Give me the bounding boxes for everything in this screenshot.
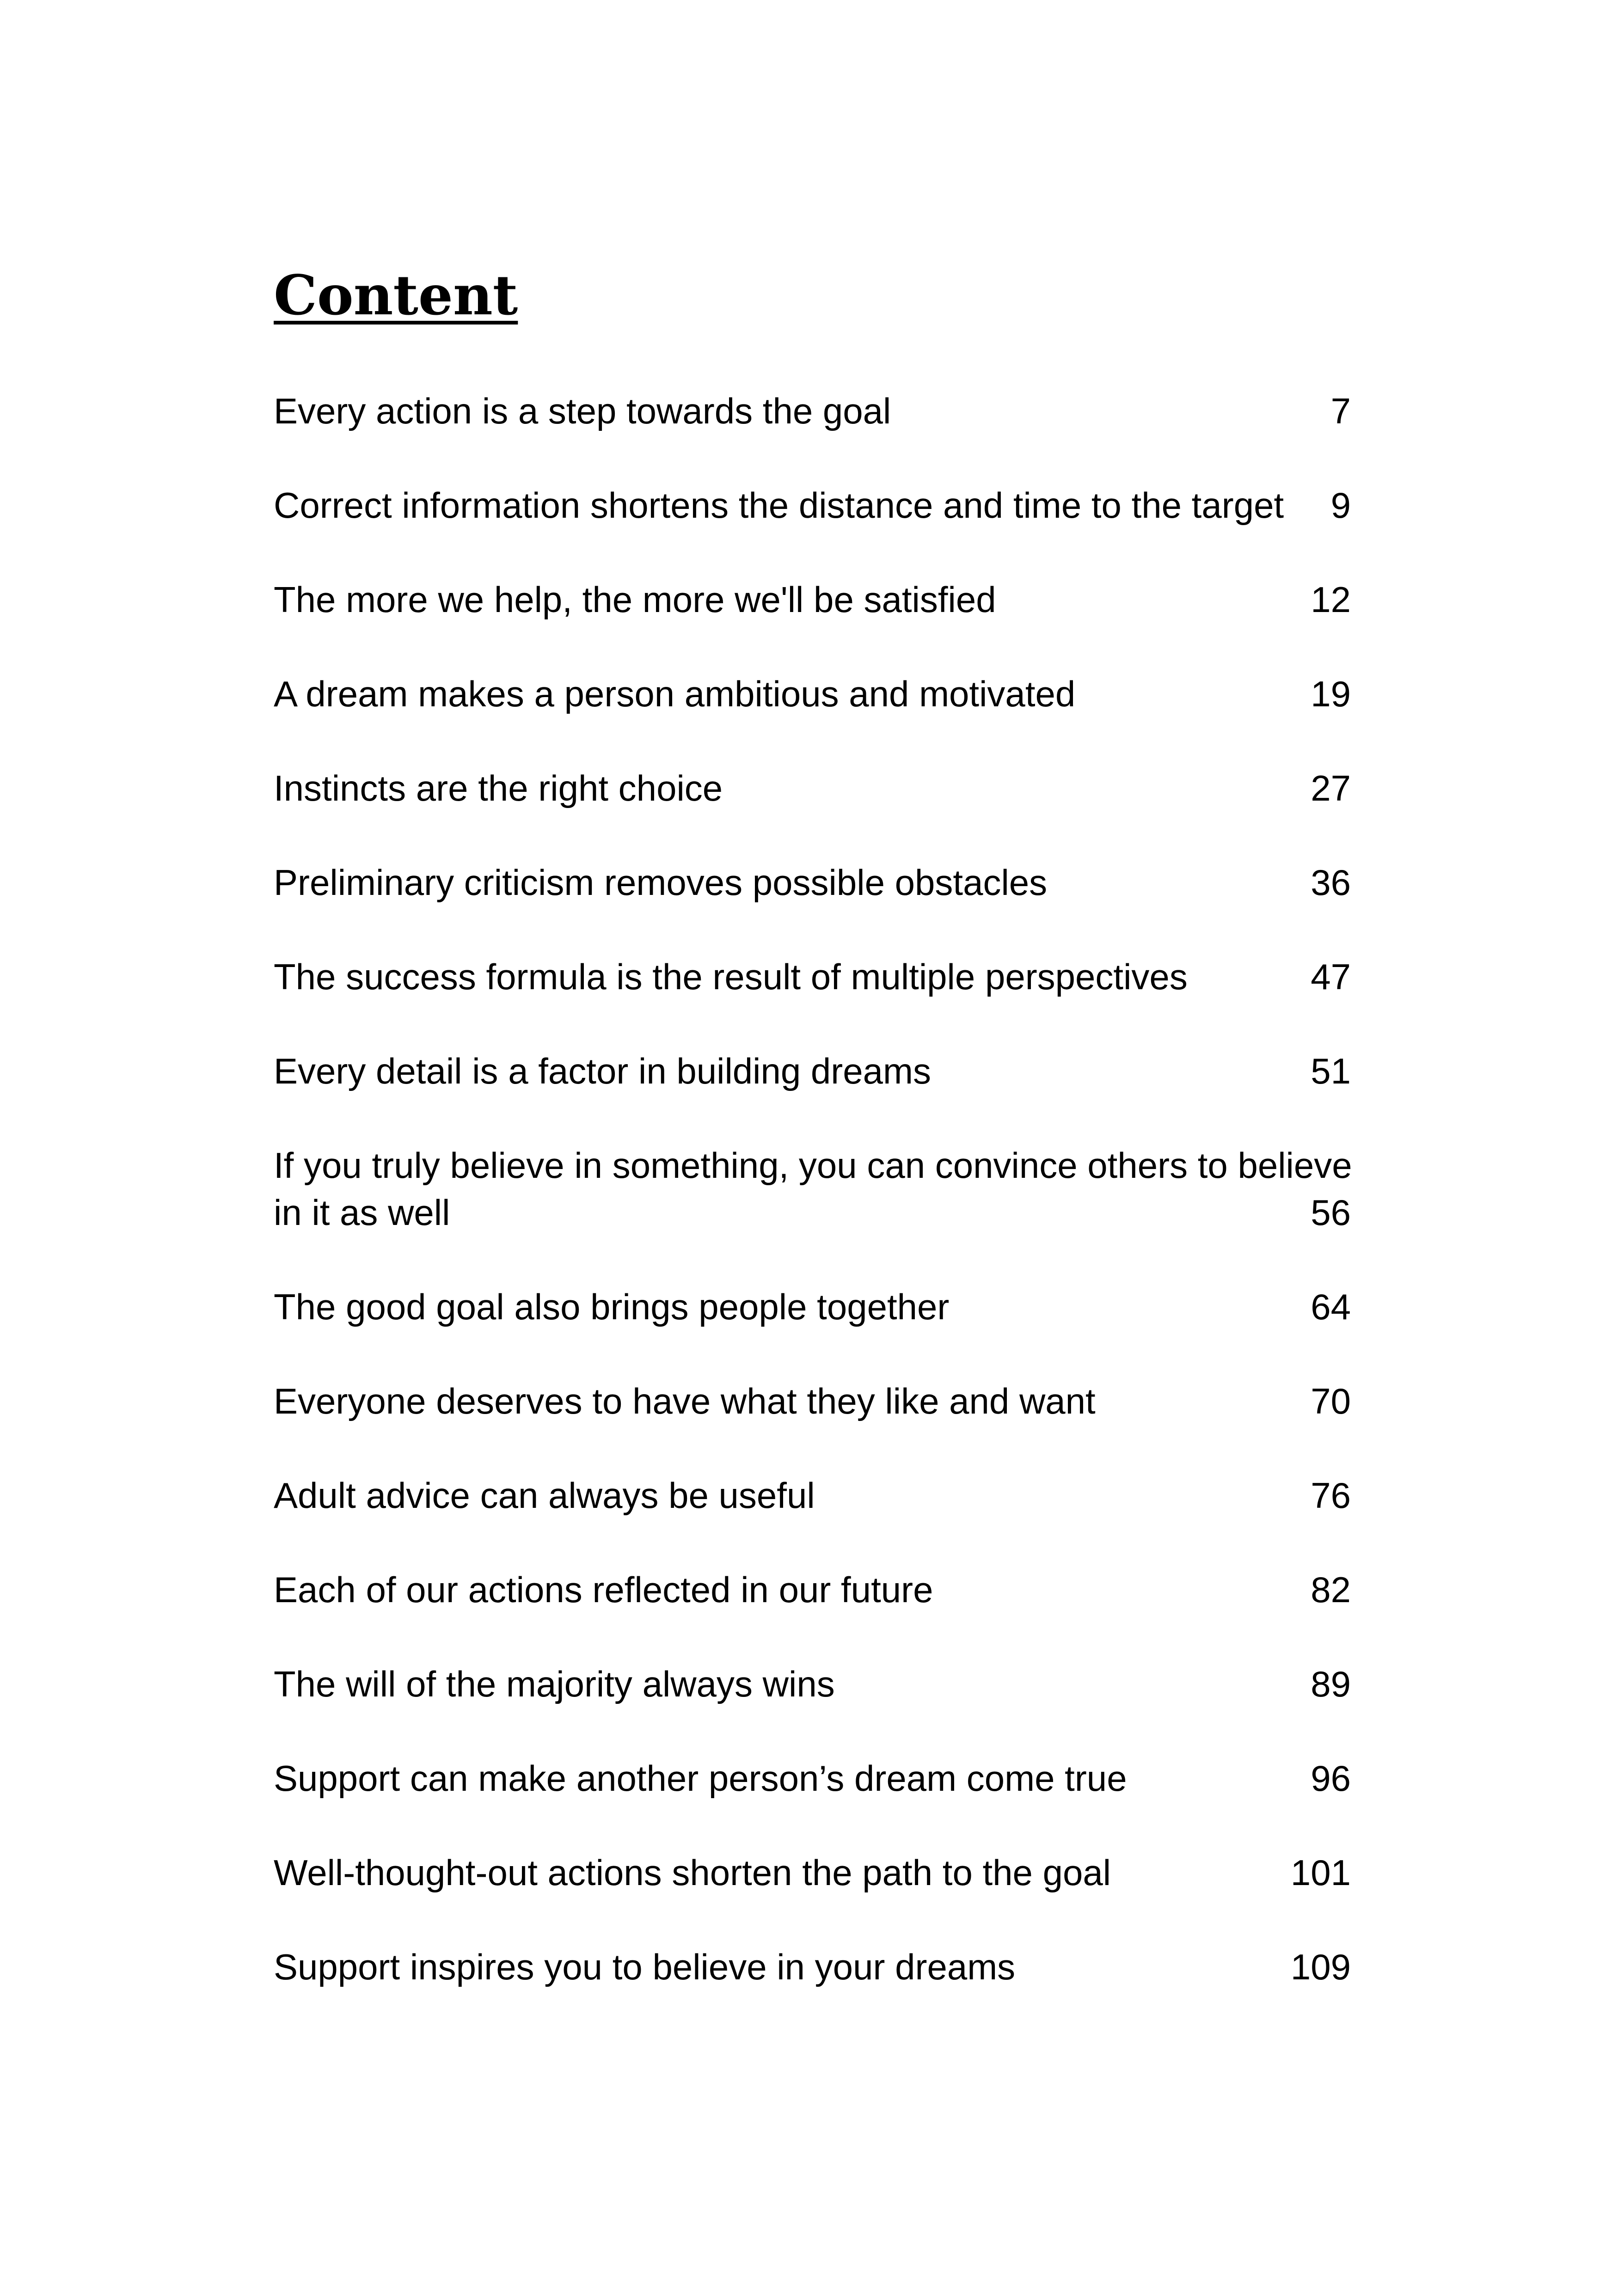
toc-entry-title: The good goal also brings people together bbox=[274, 1286, 950, 1327]
toc-entry bbox=[274, 482, 1351, 576]
toc-entry-title: A dream makes a person ambitious and motivated bbox=[274, 673, 1076, 714]
toc-entry-page-number: 47 bbox=[1311, 956, 1351, 997]
toc-entry-page-number: 89 bbox=[1311, 1664, 1351, 1704]
toc-entry-title: Correct information shortens the distance and time to the target bbox=[274, 485, 1284, 526]
toc-entry-page-number: 19 bbox=[1311, 673, 1351, 714]
toc-entry-title: If you truly believe in something, you can convince others to believe in it as well bbox=[274, 1145, 1352, 1233]
toc-entry bbox=[274, 1943, 1351, 2038]
toc-entry-page-number: 82 bbox=[1311, 1569, 1351, 1610]
toc-entry-title: The more we help, the more we'll be satisfied bbox=[274, 579, 996, 620]
toc-entry bbox=[274, 1047, 1351, 1142]
toc-entry-title: Instincts are the right choice bbox=[274, 768, 723, 808]
toc-list bbox=[274, 387, 1351, 2038]
toc-entry-page-number: 12 bbox=[1311, 579, 1351, 620]
toc-entry-title: Each of our actions reflected in our future bbox=[274, 1569, 933, 1610]
toc-entry bbox=[274, 765, 1351, 859]
toc-entry bbox=[274, 953, 1351, 1047]
toc-entry-page-number: 109 bbox=[1290, 1947, 1351, 1987]
toc-entry-title: Support can make another person’s dream come true bbox=[274, 1758, 1127, 1799]
toc-entry bbox=[274, 387, 1351, 482]
toc-entry-page-number: 9 bbox=[1330, 485, 1351, 526]
toc-entry-page-number: 51 bbox=[1311, 1051, 1351, 1091]
toc-entry bbox=[274, 1142, 1351, 1283]
toc-entry-title: Support inspires you to believe in your dreams bbox=[274, 1947, 1016, 1987]
toc-entry bbox=[274, 1849, 1351, 1943]
toc-entry-title: Everyone deserves to have what they like and want bbox=[274, 1381, 1096, 1421]
toc-entry-page-number: 76 bbox=[1311, 1475, 1351, 1516]
toc-entry-title: Every detail is a factor in building dreams bbox=[274, 1051, 932, 1091]
toc-entry-page-number: 56 bbox=[1311, 1192, 1351, 1233]
toc-entry bbox=[274, 1283, 1351, 1378]
toc-entry-title: The success formula is the result of multiple perspectives bbox=[274, 956, 1188, 997]
toc-entry bbox=[274, 576, 1351, 670]
toc-entry bbox=[274, 1566, 1351, 1660]
toc-entry bbox=[274, 1472, 1351, 1566]
toc-entry-page-number: 96 bbox=[1311, 1758, 1351, 1799]
toc-heading: Content bbox=[274, 263, 518, 327]
toc-entry-page-number: 27 bbox=[1311, 768, 1351, 808]
toc-entry-page-number: 36 bbox=[1311, 862, 1351, 903]
toc-entry-title: Every action is a step towards the goal bbox=[274, 391, 891, 431]
toc-entry-title: Well-thought-out actions shorten the path to the goal bbox=[274, 1852, 1111, 1893]
toc-entry-title: The will of the majority always wins bbox=[274, 1664, 835, 1704]
toc-entry-title: Preliminary criticism removes possible obstacles bbox=[274, 862, 1048, 903]
toc-entry bbox=[274, 1755, 1351, 1849]
toc-entry bbox=[274, 859, 1351, 953]
toc-entry-page-number: 7 bbox=[1330, 391, 1351, 431]
toc-entry bbox=[274, 670, 1351, 765]
toc-entry-title: Adult advice can always be useful bbox=[274, 1475, 815, 1516]
toc-entry-page-number: 101 bbox=[1290, 1852, 1351, 1893]
toc-entry bbox=[274, 1660, 1351, 1755]
toc-entry-page-number: 64 bbox=[1311, 1286, 1351, 1327]
toc-entry-page-number: 70 bbox=[1311, 1381, 1351, 1421]
toc-entry bbox=[274, 1378, 1351, 1472]
